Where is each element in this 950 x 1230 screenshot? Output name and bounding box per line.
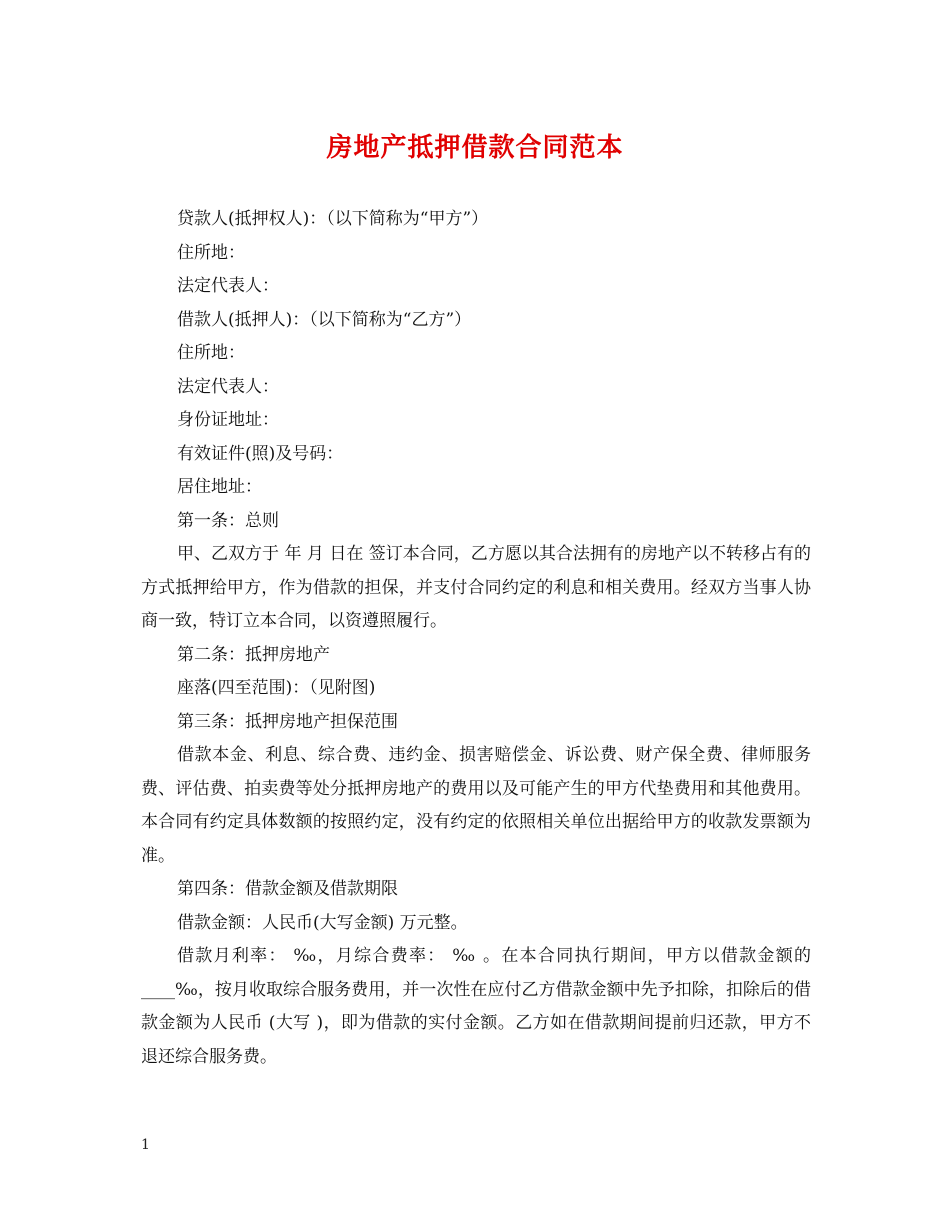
article-2-location: 座落(四至范围)：（见附图)	[177, 678, 376, 698]
paragraph-id-number: 有效证件(照)及号码：	[177, 443, 344, 464]
document-body	[141, 203, 811, 1074]
article-4-amount: 借款金额：人民币(大写金额) 万元整。	[177, 912, 468, 933]
paragraph-lender-representative: 法定代表人：	[177, 276, 279, 296]
article-1-heading: 第一条：总则	[177, 510, 279, 531]
article-4-heading: 第四条：借款金额及借款期限	[177, 879, 398, 899]
article-3-heading: 第三条：抵押房地产担保范围	[177, 711, 398, 732]
article-4-rate: 借款月利率： ‰，月综合费率： ‰ 。在本合同执行期间，甲方以借款金额的____‰，按月收取综合服务费用，并一次性在应付乙方借款金额中先予扣除，扣除后的借款金额为人民币 (大写 )，即为借款的实付金额。乙方如在借款期间提前归还款，甲方不退还综合服务费。	[141, 946, 811, 1067]
page-number: 1	[141, 1137, 150, 1153]
paragraph-residence: 居住地址：	[177, 477, 262, 497]
article-1-text: 甲、乙双方于 年 月 日在 签订本合同，乙方愿以其合法拥有的房地产以不转移占有的方式抵押给甲方，作为借款的担保，并支付合同约定的利息和相关费用。经双方当事人协商一致，特订立本合同，以资遵照履行。	[141, 544, 811, 631]
document-title: 房地产抵押借款合同范本	[326, 133, 624, 163]
paragraph-borrower-address: 住所地：	[177, 343, 245, 363]
paragraph-borrower-representative: 法定代表人：	[177, 376, 279, 397]
paragraph-id-address: 身份证地址：	[177, 410, 279, 430]
paragraph-borrower: 借款人(抵押人)：（以下简称为“乙方”）	[177, 309, 472, 330]
paragraph-lender: 贷款人(抵押权人)：（以下简称为“甲方”）	[177, 209, 489, 229]
article-3-text: 借款本金、利息、综合费、违约金、损害赔偿金、诉讼费、财产保全费、律师服务费、评估费、拍卖费等处分抵押房地产的费用以及可能产生的甲方代垫费用和其他费用。本合同有约定具体数额的按照约定，没有约定的依照相关单位出据给甲方的收款发票额为准。	[141, 745, 811, 866]
article-2-heading: 第二条：抵押房地产	[177, 644, 330, 665]
paragraph-lender-address: 住所地：	[177, 242, 245, 263]
